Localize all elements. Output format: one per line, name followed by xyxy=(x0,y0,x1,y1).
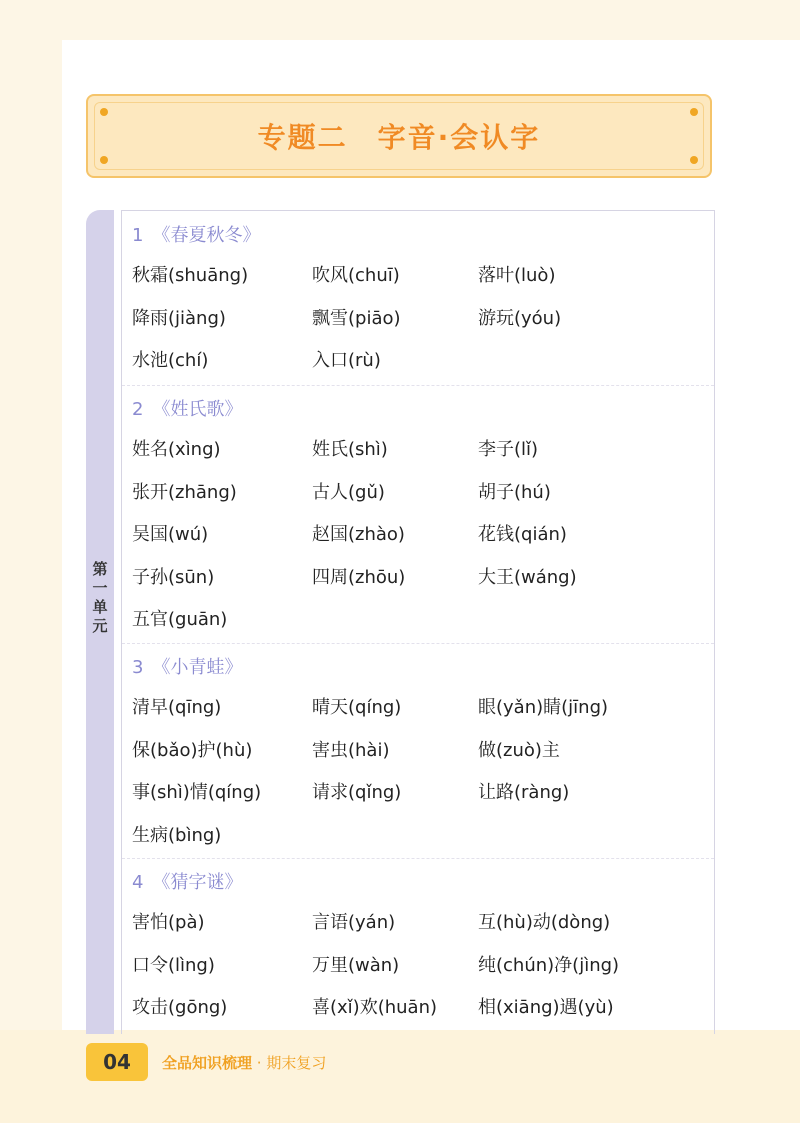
vocab-row xyxy=(132,346,712,376)
lesson-content-panel xyxy=(121,210,715,1034)
unit-label-char: 一 xyxy=(92,579,108,597)
vocab-item: 张开(zhāng) xyxy=(132,481,237,503)
unit-label-char: 单 xyxy=(92,598,108,616)
page-number: 04 xyxy=(103,1050,131,1074)
vocab-item: 让路(ràng) xyxy=(478,782,570,803)
unit-side-tab xyxy=(86,210,114,1034)
vocab-item: 游玩(yóu) xyxy=(478,307,562,329)
vocab-item: 花钱(qián) xyxy=(478,524,567,545)
footer-book-title: 全品知识梳理 xyxy=(162,1054,253,1072)
vocab-item: 赵国(zhào) xyxy=(312,524,405,545)
vocab-item: 万里(wàn) xyxy=(312,954,400,976)
vocab-item: 请求(qǐng) xyxy=(312,782,402,803)
vocab-item: 攻击(gōng) xyxy=(132,997,228,1018)
vocab-item: 相(xiāng)遇(yù) xyxy=(478,997,614,1018)
vocab-item: 四周(zhōu) xyxy=(312,566,406,588)
vocab-item: 害虫(hài) xyxy=(312,739,390,761)
vocab-item: 口令(lìng) xyxy=(132,954,215,976)
lesson-section xyxy=(122,643,714,859)
vocab-item: 秋霜(shuāng) xyxy=(132,265,249,286)
vocab-row xyxy=(132,821,712,851)
vocab-item: 姓氏(shì) xyxy=(312,439,388,460)
vocab-item: 事(shì)情(qíng) xyxy=(132,782,262,803)
lesson-section xyxy=(122,211,714,386)
vocab-row xyxy=(132,435,712,465)
footer-separator: · xyxy=(252,1054,267,1072)
vocab-item: 胡子(hú) xyxy=(478,481,551,503)
vocab-item: 吴国(wú) xyxy=(132,524,209,545)
decor-dot xyxy=(100,156,108,164)
vocab-row xyxy=(132,908,712,938)
page-background-left xyxy=(0,0,62,1123)
vocab-item: 言语(yán) xyxy=(312,912,396,933)
vocab-item: 姓名(xìng) xyxy=(132,439,221,460)
vocab-item: 落叶(luò) xyxy=(478,265,556,286)
lesson-title: 2 《姓氏歌》 xyxy=(132,399,243,420)
vocab-row xyxy=(132,520,712,550)
vocab-item: 降雨(jiàng) xyxy=(132,307,226,329)
vocab-item: 子孙(sūn) xyxy=(132,566,215,588)
lesson-title: 4 《猜字谜》 xyxy=(132,872,243,893)
vocab-row xyxy=(132,478,712,508)
unit-label xyxy=(86,560,114,636)
vocab-item: 生病(bìng) xyxy=(132,824,222,846)
vocab-item: 保(bǎo)护(hù) xyxy=(132,739,253,761)
vocab-row xyxy=(132,736,712,766)
vocab-item: 做(zuò)主 xyxy=(478,739,560,761)
vocab-item: 飘雪(piāo) xyxy=(312,307,401,329)
lesson-section xyxy=(122,385,714,644)
vocab-item: 喜(xǐ)欢(huān) xyxy=(312,997,437,1018)
vocab-item: 水池(chí) xyxy=(132,350,209,371)
vocab-item: 眼(yǎn)睛(jīng) xyxy=(478,697,609,718)
title-banner xyxy=(86,94,712,178)
vocab-item: 清早(qīng) xyxy=(132,697,222,718)
vocab-item: 古人(gǔ) xyxy=(312,481,385,503)
vocab-item: 吹风(chuī) xyxy=(312,265,400,286)
unit-label-char: 元 xyxy=(92,617,108,635)
vocab-item: 入口(rù) xyxy=(312,350,381,371)
vocab-item: 五官(guān) xyxy=(132,609,228,630)
vocab-item: 晴天(qíng) xyxy=(312,697,402,718)
unit-label-char: 第 xyxy=(92,560,108,578)
footer-section: 期末复习 xyxy=(266,1054,327,1072)
footer-caption xyxy=(162,1052,326,1073)
vocab-row xyxy=(132,993,712,1023)
page-background-top xyxy=(0,0,800,40)
vocab-item: 害怕(pà) xyxy=(132,912,205,933)
lesson-title: 3 《小青蛙》 xyxy=(132,657,243,678)
vocab-row xyxy=(132,563,712,593)
vocab-row xyxy=(132,693,712,723)
vocab-row xyxy=(132,261,712,291)
vocab-row xyxy=(132,304,712,334)
page-number-badge xyxy=(86,1043,148,1081)
vocab-item: 李子(lǐ) xyxy=(478,439,539,460)
lesson-section xyxy=(122,858,714,1035)
decor-dot xyxy=(100,108,108,116)
vocab-row xyxy=(132,605,712,635)
page-title: 专题二 字音·会认字 xyxy=(257,121,541,154)
decor-dot xyxy=(690,156,698,164)
vocab-row xyxy=(132,778,712,808)
vocab-item: 纯(chún)净(jìng) xyxy=(478,954,620,976)
vocab-item: 互(hù)动(dòng) xyxy=(478,912,611,933)
vocab-item: 大王(wáng) xyxy=(478,566,577,588)
lesson-title: 1 《春夏秋冬》 xyxy=(132,225,261,246)
vocab-row xyxy=(132,951,712,981)
decor-dot xyxy=(690,108,698,116)
